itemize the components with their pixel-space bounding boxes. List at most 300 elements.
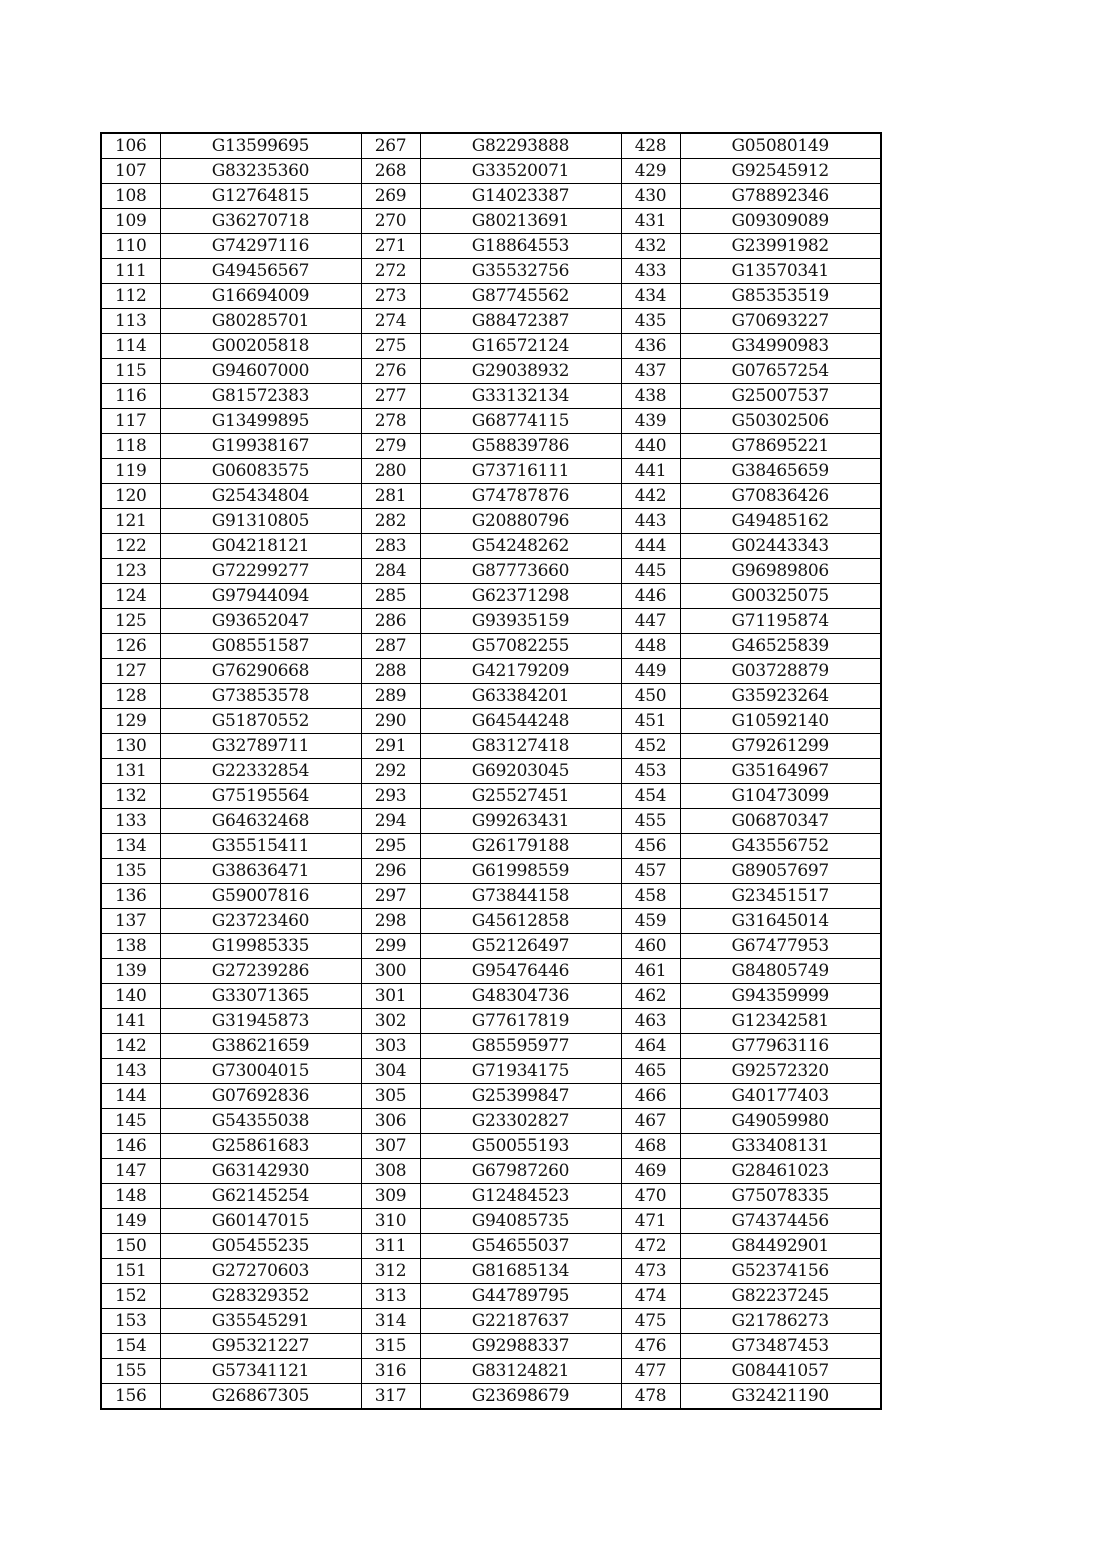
row-number-cell: 267: [361, 133, 420, 159]
code-cell: G06083575: [160, 459, 361, 484]
row-number-cell: 155: [101, 1359, 160, 1384]
table-row: [101, 184, 881, 209]
code-cell: G71195874: [680, 609, 881, 634]
code-cell: G75078335: [680, 1184, 881, 1209]
code-cell: G09309089: [680, 209, 881, 234]
row-number-cell: 128: [101, 684, 160, 709]
code-cell: G54355038: [160, 1109, 361, 1134]
row-number-cell: 307: [361, 1134, 420, 1159]
table-row: [101, 684, 881, 709]
row-number-cell: 295: [361, 834, 420, 859]
row-number-cell: 310: [361, 1209, 420, 1234]
table-row: [101, 1259, 881, 1284]
code-cell: G21786273: [680, 1309, 881, 1334]
row-number-cell: 106: [101, 133, 160, 159]
code-cell: G49485162: [680, 509, 881, 534]
code-cell: G84492901: [680, 1234, 881, 1259]
code-cell: G59007816: [160, 884, 361, 909]
code-cell: G13499895: [160, 409, 361, 434]
table-row: [101, 1309, 881, 1334]
row-number-cell: 312: [361, 1259, 420, 1284]
code-cell: G28329352: [160, 1284, 361, 1309]
row-number-cell: 288: [361, 659, 420, 684]
code-cell: G54248262: [420, 534, 621, 559]
row-number-cell: 143: [101, 1059, 160, 1084]
row-number-cell: 449: [621, 659, 680, 684]
table-row: [101, 809, 881, 834]
row-number-cell: 134: [101, 834, 160, 859]
table-row: [101, 1084, 881, 1109]
code-cell: G33408131: [680, 1134, 881, 1159]
code-cell: G96989806: [680, 559, 881, 584]
code-cell: G82237245: [680, 1284, 881, 1309]
row-number-cell: 299: [361, 934, 420, 959]
row-number-cell: 316: [361, 1359, 420, 1384]
row-number-cell: 145: [101, 1109, 160, 1134]
row-number-cell: 439: [621, 409, 680, 434]
code-cell: G25007537: [680, 384, 881, 409]
table-row: [101, 133, 881, 159]
code-cell: G70693227: [680, 309, 881, 334]
code-cell: G38621659: [160, 1034, 361, 1059]
code-cell: G49059980: [680, 1109, 881, 1134]
code-cell: G79261299: [680, 734, 881, 759]
code-cell: G52374156: [680, 1259, 881, 1284]
row-number-cell: 286: [361, 609, 420, 634]
code-cell: G95476446: [420, 959, 621, 984]
table-row: [101, 259, 881, 284]
table-row: [101, 284, 881, 309]
code-cell: G76290668: [160, 659, 361, 684]
row-number-cell: 110: [101, 234, 160, 259]
table-row: [101, 559, 881, 584]
code-cell: G22187637: [420, 1309, 621, 1334]
row-number-cell: 290: [361, 709, 420, 734]
row-number-cell: 297: [361, 884, 420, 909]
code-cell: G91310805: [160, 509, 361, 534]
row-number-cell: 107: [101, 159, 160, 184]
code-cell: G33132134: [420, 384, 621, 409]
code-cell: G83124821: [420, 1359, 621, 1384]
row-number-cell: 125: [101, 609, 160, 634]
row-number-cell: 139: [101, 959, 160, 984]
row-number-cell: 450: [621, 684, 680, 709]
code-cell: G19938167: [160, 434, 361, 459]
row-number-cell: 452: [621, 734, 680, 759]
row-number-cell: 135: [101, 859, 160, 884]
row-number-cell: 467: [621, 1109, 680, 1134]
row-number-cell: 311: [361, 1234, 420, 1259]
code-cell: G32421190: [680, 1384, 881, 1410]
table-row: [101, 1159, 881, 1184]
row-number-cell: 144: [101, 1084, 160, 1109]
code-cell: G44789795: [420, 1284, 621, 1309]
row-number-cell: 112: [101, 284, 160, 309]
code-cell: G33520071: [420, 159, 621, 184]
code-cell: G12342581: [680, 1009, 881, 1034]
code-cell: G35923264: [680, 684, 881, 709]
row-number-cell: 147: [101, 1159, 160, 1184]
code-cell: G22332854: [160, 759, 361, 784]
code-cell: G29038932: [420, 359, 621, 384]
row-number-cell: 462: [621, 984, 680, 1009]
code-cell: G38465659: [680, 459, 881, 484]
row-number-cell: 119: [101, 459, 160, 484]
row-number-cell: 301: [361, 984, 420, 1009]
code-cell: G84805749: [680, 959, 881, 984]
table-row: [101, 659, 881, 684]
table-row: [101, 884, 881, 909]
row-number-cell: 309: [361, 1184, 420, 1209]
row-number-cell: 146: [101, 1134, 160, 1159]
row-number-cell: 114: [101, 334, 160, 359]
code-cell: G67477953: [680, 934, 881, 959]
row-number-cell: 149: [101, 1209, 160, 1234]
row-number-cell: 289: [361, 684, 420, 709]
table-row: [101, 409, 881, 434]
table-row: [101, 909, 881, 934]
row-number-cell: 275: [361, 334, 420, 359]
table-row: [101, 634, 881, 659]
code-cell: G28461023: [680, 1159, 881, 1184]
code-list-table: [100, 132, 882, 1410]
table-row: [101, 1059, 881, 1084]
row-number-cell: 432: [621, 234, 680, 259]
code-cell: G69203045: [420, 759, 621, 784]
code-cell: G85353519: [680, 284, 881, 309]
row-number-cell: 437: [621, 359, 680, 384]
table-row: [101, 1209, 881, 1234]
table-row: [101, 359, 881, 384]
code-cell: G80213691: [420, 209, 621, 234]
row-number-cell: 131: [101, 759, 160, 784]
code-cell: G25434804: [160, 484, 361, 509]
row-number-cell: 294: [361, 809, 420, 834]
row-number-cell: 154: [101, 1334, 160, 1359]
code-cell: G51870552: [160, 709, 361, 734]
code-cell: G42179209: [420, 659, 621, 684]
table-row: [101, 484, 881, 509]
table-row: [101, 384, 881, 409]
row-number-cell: 455: [621, 809, 680, 834]
code-cell: G43556752: [680, 834, 881, 859]
code-cell: G85595977: [420, 1034, 621, 1059]
row-number-cell: 306: [361, 1109, 420, 1134]
code-cell: G25399847: [420, 1084, 621, 1109]
code-cell: G80285701: [160, 309, 361, 334]
table-row: [101, 459, 881, 484]
table-row: [101, 1284, 881, 1309]
row-number-cell: 464: [621, 1034, 680, 1059]
code-cell: G07692836: [160, 1084, 361, 1109]
code-cell: G62371298: [420, 584, 621, 609]
row-number-cell: 463: [621, 1009, 680, 1034]
row-number-cell: 447: [621, 609, 680, 634]
code-cell: G02443343: [680, 534, 881, 559]
code-cell: G68774115: [420, 409, 621, 434]
code-cell: G89057697: [680, 859, 881, 884]
code-cell: G23698679: [420, 1384, 621, 1410]
row-number-cell: 304: [361, 1059, 420, 1084]
row-number-cell: 471: [621, 1209, 680, 1234]
code-cell: G72299277: [160, 559, 361, 584]
row-number-cell: 428: [621, 133, 680, 159]
row-number-cell: 317: [361, 1384, 420, 1410]
code-cell: G82293888: [420, 133, 621, 159]
row-number-cell: 156: [101, 1384, 160, 1410]
code-cell: G94359999: [680, 984, 881, 1009]
code-cell: G73487453: [680, 1334, 881, 1359]
table-row: [101, 509, 881, 534]
table-row: [101, 1109, 881, 1134]
code-cell: G99263431: [420, 809, 621, 834]
table-row: [101, 234, 881, 259]
code-cell: G26179188: [420, 834, 621, 859]
row-number-cell: 478: [621, 1384, 680, 1410]
row-number-cell: 453: [621, 759, 680, 784]
code-cell: G38636471: [160, 859, 361, 884]
row-number-cell: 435: [621, 309, 680, 334]
row-number-cell: 118: [101, 434, 160, 459]
code-cell: G23723460: [160, 909, 361, 934]
row-number-cell: 133: [101, 809, 160, 834]
row-number-cell: 436: [621, 334, 680, 359]
row-number-cell: 130: [101, 734, 160, 759]
row-number-cell: 302: [361, 1009, 420, 1034]
row-number-cell: 284: [361, 559, 420, 584]
table-row: [101, 609, 881, 634]
code-cell: G64544248: [420, 709, 621, 734]
row-number-cell: 127: [101, 659, 160, 684]
code-cell: G92988337: [420, 1334, 621, 1359]
code-cell: G03728879: [680, 659, 881, 684]
code-cell: G08551587: [160, 634, 361, 659]
row-number-cell: 473: [621, 1259, 680, 1284]
row-number-cell: 142: [101, 1034, 160, 1059]
code-cell: G73716111: [420, 459, 621, 484]
row-number-cell: 151: [101, 1259, 160, 1284]
row-number-cell: 460: [621, 934, 680, 959]
row-number-cell: 446: [621, 584, 680, 609]
row-number-cell: 293: [361, 784, 420, 809]
row-number-cell: 274: [361, 309, 420, 334]
code-cell: G46525839: [680, 634, 881, 659]
row-number-cell: 126: [101, 634, 160, 659]
row-number-cell: 440: [621, 434, 680, 459]
row-number-cell: 282: [361, 509, 420, 534]
row-number-cell: 272: [361, 259, 420, 284]
code-cell: G73844158: [420, 884, 621, 909]
code-cell: G25527451: [420, 784, 621, 809]
row-number-cell: 153: [101, 1309, 160, 1334]
code-cell: G48304736: [420, 984, 621, 1009]
code-cell: G35164967: [680, 759, 881, 784]
code-cell: G50302506: [680, 409, 881, 434]
code-cell: G93652047: [160, 609, 361, 634]
code-cell: G32789711: [160, 734, 361, 759]
row-number-cell: 454: [621, 784, 680, 809]
row-number-cell: 280: [361, 459, 420, 484]
row-number-cell: 472: [621, 1234, 680, 1259]
code-cell: G04218121: [160, 534, 361, 559]
code-cell: G31645014: [680, 909, 881, 934]
table-row: [101, 534, 881, 559]
row-number-cell: 136: [101, 884, 160, 909]
code-cell: G60147015: [160, 1209, 361, 1234]
code-cell: G73004015: [160, 1059, 361, 1084]
code-cell: G05080149: [680, 133, 881, 159]
row-number-cell: 305: [361, 1084, 420, 1109]
code-cell: G33071365: [160, 984, 361, 1009]
code-cell: G70836426: [680, 484, 881, 509]
row-number-cell: 461: [621, 959, 680, 984]
row-number-cell: 313: [361, 1284, 420, 1309]
code-cell: G58839786: [420, 434, 621, 459]
code-cell: G54655037: [420, 1234, 621, 1259]
code-cell: G00325075: [680, 584, 881, 609]
row-number-cell: 281: [361, 484, 420, 509]
row-number-cell: 445: [621, 559, 680, 584]
code-cell: G10592140: [680, 709, 881, 734]
table-row: [101, 834, 881, 859]
code-cell: G74374456: [680, 1209, 881, 1234]
code-cell: G83127418: [420, 734, 621, 759]
code-cell: G19985335: [160, 934, 361, 959]
row-number-cell: 117: [101, 409, 160, 434]
code-cell: G40177403: [680, 1084, 881, 1109]
row-number-cell: 476: [621, 1334, 680, 1359]
row-number-cell: 430: [621, 184, 680, 209]
row-number-cell: 477: [621, 1359, 680, 1384]
row-number-cell: 278: [361, 409, 420, 434]
row-number-cell: 140: [101, 984, 160, 1009]
code-cell: G92572320: [680, 1059, 881, 1084]
code-cell: G27270603: [160, 1259, 361, 1284]
row-number-cell: 271: [361, 234, 420, 259]
table-row: [101, 1384, 881, 1410]
table-row: [101, 759, 881, 784]
code-cell: G35515411: [160, 834, 361, 859]
row-number-cell: 314: [361, 1309, 420, 1334]
row-number-cell: 474: [621, 1284, 680, 1309]
row-number-cell: 270: [361, 209, 420, 234]
code-cell: G26867305: [160, 1384, 361, 1410]
row-number-cell: 457: [621, 859, 680, 884]
row-number-cell: 431: [621, 209, 680, 234]
table-row: [101, 1359, 881, 1384]
code-cell: G34990983: [680, 334, 881, 359]
row-number-cell: 150: [101, 1234, 160, 1259]
table-row: [101, 1184, 881, 1209]
row-number-cell: 276: [361, 359, 420, 384]
code-cell: G78892346: [680, 184, 881, 209]
code-cell: G71934175: [420, 1059, 621, 1084]
code-cell: G23302827: [420, 1109, 621, 1134]
code-cell: G73853578: [160, 684, 361, 709]
code-cell: G57341121: [160, 1359, 361, 1384]
row-number-cell: 438: [621, 384, 680, 409]
row-number-cell: 429: [621, 159, 680, 184]
code-cell: G87773660: [420, 559, 621, 584]
code-cell: G36270718: [160, 209, 361, 234]
table-row: [101, 1134, 881, 1159]
row-number-cell: 108: [101, 184, 160, 209]
code-cell: G49456567: [160, 259, 361, 284]
table-row: [101, 1034, 881, 1059]
row-number-cell: 138: [101, 934, 160, 959]
row-number-cell: 300: [361, 959, 420, 984]
row-number-cell: 469: [621, 1159, 680, 1184]
code-cell: G27239286: [160, 959, 361, 984]
code-cell: G25861683: [160, 1134, 361, 1159]
row-number-cell: 459: [621, 909, 680, 934]
table-row: [101, 959, 881, 984]
code-cell: G35545291: [160, 1309, 361, 1334]
row-number-cell: 303: [361, 1034, 420, 1059]
row-number-cell: 465: [621, 1059, 680, 1084]
row-number-cell: 285: [361, 584, 420, 609]
code-cell: G77963116: [680, 1034, 881, 1059]
code-cell: G63142930: [160, 1159, 361, 1184]
code-cell: G81572383: [160, 384, 361, 409]
row-number-cell: 279: [361, 434, 420, 459]
row-number-cell: 434: [621, 284, 680, 309]
row-number-cell: 148: [101, 1184, 160, 1209]
row-number-cell: 296: [361, 859, 420, 884]
row-number-cell: 315: [361, 1334, 420, 1359]
table-row: [101, 434, 881, 459]
code-cell: G06870347: [680, 809, 881, 834]
row-number-cell: 291: [361, 734, 420, 759]
code-cell: G61998559: [420, 859, 621, 884]
row-number-cell: 292: [361, 759, 420, 784]
row-number-cell: 466: [621, 1084, 680, 1109]
row-number-cell: 116: [101, 384, 160, 409]
code-cell: G74297116: [160, 234, 361, 259]
code-cell: G13599695: [160, 133, 361, 159]
row-number-cell: 129: [101, 709, 160, 734]
code-cell: G94085735: [420, 1209, 621, 1234]
row-number-cell: 132: [101, 784, 160, 809]
code-cell: G83235360: [160, 159, 361, 184]
code-cell: G63384201: [420, 684, 621, 709]
code-cell: G64632468: [160, 809, 361, 834]
row-number-cell: 443: [621, 509, 680, 534]
code-cell: G92545912: [680, 159, 881, 184]
code-cell: G67987260: [420, 1159, 621, 1184]
row-number-cell: 442: [621, 484, 680, 509]
table-row: [101, 859, 881, 884]
code-cell: G50055193: [420, 1134, 621, 1159]
code-cell: G16694009: [160, 284, 361, 309]
code-cell: G78695221: [680, 434, 881, 459]
row-number-cell: 111: [101, 259, 160, 284]
code-cell: G16572124: [420, 334, 621, 359]
row-number-cell: 433: [621, 259, 680, 284]
code-cell: G52126497: [420, 934, 621, 959]
code-cell: G81685134: [420, 1259, 621, 1284]
code-cell: G18864553: [420, 234, 621, 259]
table-row: [101, 934, 881, 959]
row-number-cell: 137: [101, 909, 160, 934]
code-cell: G87745562: [420, 284, 621, 309]
code-cell: G94607000: [160, 359, 361, 384]
row-number-cell: 441: [621, 459, 680, 484]
table-row: [101, 1234, 881, 1259]
code-cell: G45612858: [420, 909, 621, 934]
table-row: [101, 1334, 881, 1359]
row-number-cell: 109: [101, 209, 160, 234]
